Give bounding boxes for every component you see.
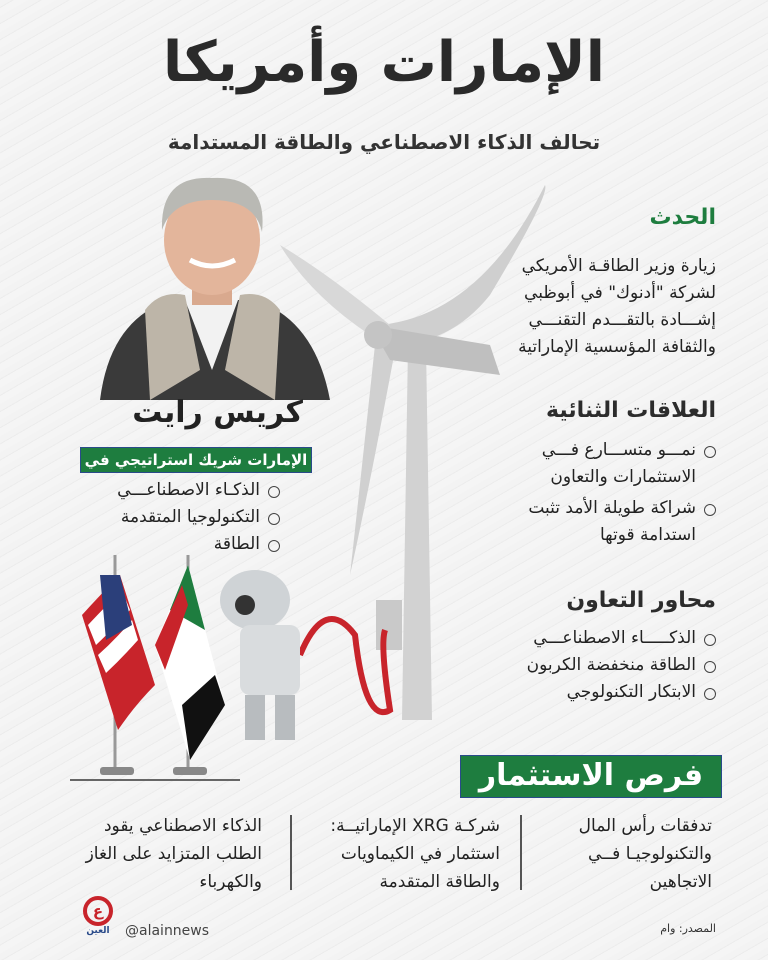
investment-column: شركـة XRG الإماراتيــة: استثمار في الكيماويات والطاقة المتقدمة	[330, 816, 500, 892]
bullet-circle-icon	[704, 634, 716, 646]
page-title: الإمارات وأمريكا	[163, 30, 605, 95]
event-text	[518, 253, 716, 361]
uae-flag	[155, 555, 225, 775]
bullet-circle-icon	[704, 504, 716, 516]
list-item: التكنولوجيا المتقدمة	[80, 504, 280, 531]
bullet-circle-icon	[704, 688, 716, 700]
axes-heading: محاور التعاون	[566, 588, 716, 613]
flags-illustration	[70, 555, 240, 785]
investment-column: تدفقات رأس المال والتكنولوجيـا فــي الاتجاهين	[578, 816, 712, 892]
bullet-circle-icon	[704, 446, 716, 458]
investment-column: الذكاء الاصطناعي يقود الطلب المتزايد على الغاز والكهرباء	[85, 816, 262, 892]
event-line: إشـــادة بالتقـــدم التقنـــي	[528, 310, 716, 330]
bullet-circle-icon	[268, 513, 280, 525]
event-line: والثقافة المؤسسية الإماراتية	[518, 337, 716, 357]
person-tag: الإمارات شريك استراتيجي في	[80, 447, 312, 473]
logo-icon: ع	[83, 896, 113, 926]
list-item: نمـــو متســـارع فـــي الاستثمارات والتعاون	[506, 437, 716, 491]
list-item: الطاقة	[80, 531, 280, 558]
investment-heading: فرص الاستثمار	[460, 755, 722, 798]
list-item: الذكـاء الاصطناعـــي	[80, 477, 280, 504]
event-line: لشركة "أدنوك" في أبوظبي	[524, 283, 716, 303]
page-subtitle: تحالف الذكاء الاصطناعي والطاقة المستدامة	[167, 130, 601, 154]
list-item: شراكة طويلة الأمد تثبت استدامة قوتها	[506, 495, 716, 549]
event-heading: الحدث	[649, 205, 716, 230]
us-flag	[82, 555, 155, 775]
person-name: كريس رايت	[132, 395, 303, 430]
list-item: الابتكار التكنولوجي	[496, 679, 716, 706]
relations-list	[506, 437, 716, 549]
logo-text: العين	[86, 926, 110, 936]
event-line: زيارة وزير الطاقـة الأمريكي	[521, 256, 716, 276]
list-item: الطاقة منخفضة الكربون	[496, 652, 716, 679]
person-list	[80, 477, 280, 558]
source-credit: المصدر: وام	[660, 922, 716, 935]
divider	[520, 815, 522, 890]
list-item: الذكـــــاء الاصطناعـــي	[496, 625, 716, 652]
social-handle: @alainnews	[125, 923, 210, 939]
alain-logo	[80, 896, 116, 936]
axes-list	[496, 625, 716, 706]
divider	[290, 815, 292, 890]
relations-heading: العلاقات الثنائية	[546, 398, 716, 423]
bullet-circle-icon	[704, 661, 716, 673]
bullet-circle-icon	[268, 540, 280, 552]
bullet-circle-icon	[268, 486, 280, 498]
